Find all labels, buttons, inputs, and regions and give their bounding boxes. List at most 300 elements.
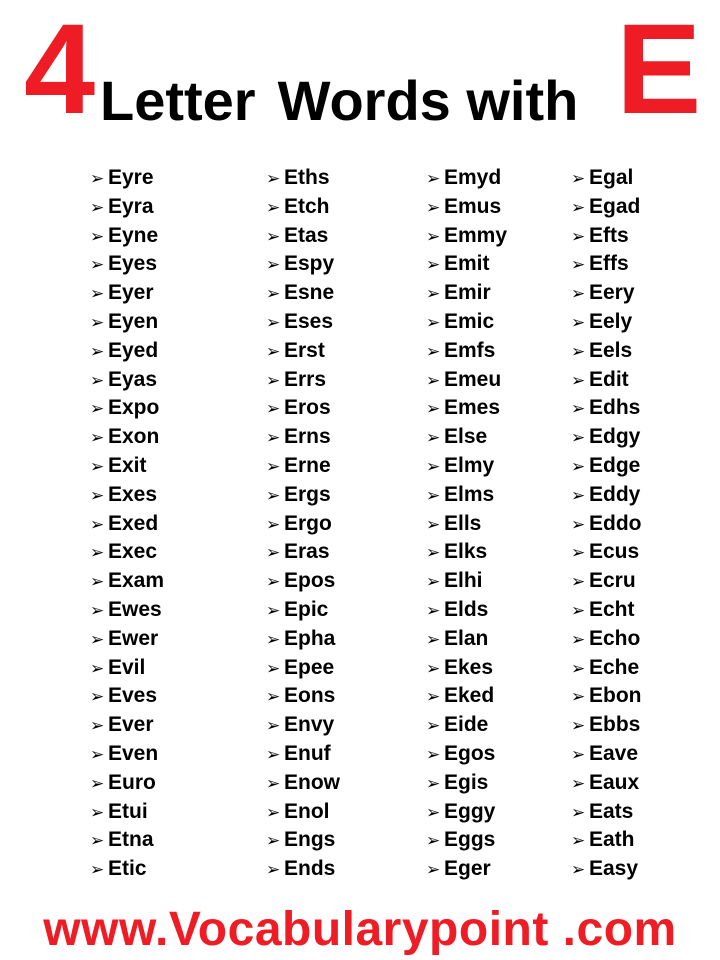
word-text: Even	[108, 741, 159, 765]
arrow-bullet-icon: ➢	[266, 687, 281, 708]
word-item	[571, 596, 642, 625]
word-text: Eyer	[108, 281, 154, 305]
word-item	[571, 510, 642, 539]
arrow-bullet-icon: ➢	[266, 341, 281, 362]
word-item	[266, 366, 340, 395]
word-item	[571, 279, 642, 308]
word-item	[266, 625, 340, 654]
word-item	[571, 682, 642, 711]
word-text: Emir	[444, 281, 491, 305]
arrow-bullet-icon: ➢	[426, 802, 441, 823]
word-item	[90, 711, 164, 740]
word-item	[426, 452, 507, 481]
title-text-part2: Words with	[277, 69, 579, 132]
word-item	[90, 769, 164, 798]
arrow-bullet-icon: ➢	[90, 341, 105, 362]
arrow-bullet-icon: ➢	[266, 197, 281, 218]
word-text: Ells	[444, 511, 482, 535]
word-item	[90, 337, 164, 366]
word-item	[571, 855, 642, 884]
arrow-bullet-icon: ➢	[426, 197, 441, 218]
word-item	[90, 682, 164, 711]
arrow-bullet-icon: ➢	[426, 773, 441, 794]
word-item	[571, 740, 642, 769]
arrow-bullet-icon: ➢	[266, 773, 281, 794]
word-item	[571, 452, 642, 481]
word-text: Eras	[284, 540, 330, 564]
arrow-bullet-icon: ➢	[266, 831, 281, 852]
word-item	[426, 711, 507, 740]
word-item	[90, 164, 164, 193]
word-text: Emyd	[444, 166, 502, 189]
word-text: Else	[444, 425, 488, 449]
word-text: Eses	[284, 309, 334, 333]
arrow-bullet-icon: ➢	[266, 572, 281, 593]
word-text: Emes	[444, 396, 501, 420]
arrow-bullet-icon: ➢	[266, 226, 281, 247]
word-text: Enol	[284, 799, 330, 823]
arrow-bullet-icon: ➢	[90, 687, 105, 708]
word-item	[426, 308, 507, 337]
arrow-bullet-icon: ➢	[266, 312, 281, 333]
arrow-bullet-icon: ➢	[266, 514, 281, 535]
arrow-bullet-icon: ➢	[426, 658, 441, 679]
arrow-bullet-icon: ➢	[426, 687, 441, 708]
word-text: Emit	[444, 252, 490, 276]
arrow-bullet-icon: ➢	[266, 284, 281, 305]
arrow-bullet-icon: ➢	[426, 572, 441, 593]
word-text: Eyre	[108, 166, 154, 189]
word-text: Epee	[284, 655, 335, 679]
word-column-4	[571, 164, 642, 884]
word-text: Eely	[589, 309, 633, 333]
arrow-bullet-icon: ➢	[571, 773, 586, 794]
word-item	[90, 452, 164, 481]
word-text: Epha	[284, 626, 336, 650]
word-text: Emfs	[444, 338, 496, 362]
word-item	[571, 423, 642, 452]
arrow-bullet-icon: ➢	[426, 543, 441, 564]
word-text: Eyen	[108, 309, 159, 333]
word-item	[90, 481, 164, 510]
word-text: Exed	[108, 511, 159, 535]
word-text: Efts	[589, 223, 629, 247]
title-text	[100, 70, 578, 132]
arrow-bullet-icon: ➢	[90, 658, 105, 679]
arrow-bullet-icon: ➢	[90, 284, 105, 305]
arrow-bullet-icon: ➢	[571, 169, 586, 189]
word-text: Etna	[108, 828, 154, 852]
word-text: Erne	[284, 453, 331, 477]
word-item	[90, 250, 164, 279]
word-text: Echt	[589, 597, 635, 621]
arrow-bullet-icon: ➢	[90, 600, 105, 621]
word-text: Ewes	[108, 597, 162, 621]
word-item	[266, 394, 340, 423]
word-item	[571, 567, 642, 596]
arrow-bullet-icon: ➢	[426, 716, 441, 737]
word-text: Elks	[444, 540, 488, 564]
word-item	[571, 798, 642, 827]
word-item	[266, 193, 340, 222]
arrow-bullet-icon: ➢	[266, 860, 281, 881]
word-text: Envy	[284, 713, 335, 737]
arrow-bullet-icon: ➢	[266, 543, 281, 564]
arrow-bullet-icon: ➢	[266, 428, 281, 449]
word-text: Espy	[284, 252, 335, 276]
word-text: Engs	[284, 828, 336, 852]
word-text: Effs	[589, 252, 629, 276]
word-text: Erns	[284, 425, 331, 449]
word-item	[426, 855, 507, 884]
word-item	[571, 481, 642, 510]
word-text: Emmy	[444, 223, 508, 247]
arrow-bullet-icon: ➢	[90, 773, 105, 794]
word-text: Ends	[284, 857, 336, 881]
word-text: Eath	[589, 828, 635, 852]
word-text: Eave	[589, 741, 639, 765]
arrow-bullet-icon: ➢	[571, 514, 586, 535]
word-text: Etui	[108, 799, 148, 823]
arrow-bullet-icon: ➢	[426, 485, 441, 506]
word-text: Elan	[444, 626, 489, 650]
arrow-bullet-icon: ➢	[90, 543, 105, 564]
word-item	[90, 538, 164, 567]
word-text: Erst	[284, 338, 325, 362]
arrow-bullet-icon: ➢	[90, 312, 105, 333]
word-item	[571, 250, 642, 279]
arrow-bullet-icon: ➢	[90, 399, 105, 420]
word-item	[571, 654, 642, 683]
word-item	[426, 798, 507, 827]
word-text: Exec	[108, 540, 158, 564]
word-item	[266, 769, 340, 798]
word-item	[266, 682, 340, 711]
word-text: Eddy	[589, 482, 641, 506]
word-item	[266, 510, 340, 539]
arrow-bullet-icon: ➢	[571, 860, 586, 881]
word-text: Eaux	[589, 770, 640, 794]
word-item	[266, 567, 340, 596]
arrow-bullet-icon: ➢	[426, 744, 441, 765]
word-item	[266, 279, 340, 308]
word-text: Eats	[589, 799, 634, 823]
word-columns	[0, 164, 720, 894]
word-item	[266, 538, 340, 567]
word-text: Etas	[284, 223, 329, 247]
word-item	[266, 222, 340, 251]
title-letter: E	[616, 0, 702, 141]
word-text: Etch	[284, 194, 330, 218]
word-item	[90, 826, 164, 855]
word-item	[426, 654, 507, 683]
arrow-bullet-icon: ➢	[571, 399, 586, 420]
arrow-bullet-icon: ➢	[266, 456, 281, 477]
word-text: Exes	[108, 482, 158, 506]
arrow-bullet-icon: ➢	[90, 831, 105, 852]
arrow-bullet-icon: ➢	[426, 284, 441, 305]
word-item	[426, 279, 507, 308]
word-item	[571, 394, 642, 423]
arrow-bullet-icon: ➢	[90, 802, 105, 823]
arrow-bullet-icon: ➢	[571, 370, 586, 391]
arrow-bullet-icon: ➢	[90, 428, 105, 449]
arrow-bullet-icon: ➢	[90, 514, 105, 535]
word-item	[266, 308, 340, 337]
arrow-bullet-icon: ➢	[426, 456, 441, 477]
word-item	[90, 567, 164, 596]
word-text: Exit	[108, 453, 147, 477]
arrow-bullet-icon: ➢	[571, 284, 586, 305]
arrow-bullet-icon: ➢	[571, 831, 586, 852]
arrow-bullet-icon: ➢	[426, 312, 441, 333]
arrow-bullet-icon: ➢	[426, 860, 441, 881]
word-column-3	[426, 164, 507, 884]
arrow-bullet-icon: ➢	[571, 197, 586, 218]
word-item	[266, 798, 340, 827]
arrow-bullet-icon: ➢	[571, 802, 586, 823]
arrow-bullet-icon: ➢	[266, 716, 281, 737]
arrow-bullet-icon: ➢	[90, 629, 105, 650]
arrow-bullet-icon: ➢	[571, 226, 586, 247]
word-text: Elds	[444, 597, 489, 621]
arrow-bullet-icon: ➢	[266, 744, 281, 765]
word-text: Eked	[444, 684, 495, 708]
word-item	[426, 481, 507, 510]
arrow-bullet-icon: ➢	[90, 169, 105, 189]
arrow-bullet-icon: ➢	[266, 658, 281, 679]
word-text: Eyra	[108, 194, 154, 218]
word-text: Egad	[589, 194, 641, 218]
word-text: Echo	[589, 626, 641, 650]
word-text: Edge	[589, 453, 641, 477]
word-item	[571, 308, 642, 337]
word-text: Ergo	[284, 511, 332, 535]
word-text: Easy	[589, 857, 639, 881]
word-text: Emus	[444, 194, 502, 218]
word-item	[90, 625, 164, 654]
arrow-bullet-icon: ➢	[571, 428, 586, 449]
word-text: Edgy	[589, 425, 641, 449]
word-item	[90, 423, 164, 452]
word-item	[571, 164, 642, 193]
word-column-2	[266, 164, 340, 884]
word-item	[426, 164, 507, 193]
arrow-bullet-icon: ➢	[426, 629, 441, 650]
arrow-bullet-icon: ➢	[571, 629, 586, 650]
word-text: Eros	[284, 396, 331, 420]
word-item	[426, 337, 507, 366]
word-item	[90, 279, 164, 308]
word-item	[571, 222, 642, 251]
word-text: Eyed	[108, 338, 159, 362]
arrow-bullet-icon: ➢	[571, 255, 586, 276]
word-text: Ever	[108, 713, 154, 737]
word-text: Esne	[284, 281, 335, 305]
word-text: Edit	[589, 367, 629, 391]
word-item	[90, 855, 164, 884]
arrow-bullet-icon: ➢	[266, 169, 281, 189]
word-item	[90, 222, 164, 251]
arrow-bullet-icon: ➢	[426, 226, 441, 247]
arrow-bullet-icon: ➢	[90, 255, 105, 276]
word-item	[426, 423, 507, 452]
word-text: Evil	[108, 655, 146, 679]
arrow-bullet-icon: ➢	[426, 600, 441, 621]
word-item	[426, 596, 507, 625]
arrow-bullet-icon: ➢	[571, 456, 586, 477]
word-item	[571, 193, 642, 222]
arrow-bullet-icon: ➢	[266, 629, 281, 650]
word-item	[571, 769, 642, 798]
arrow-bullet-icon: ➢	[266, 399, 281, 420]
arrow-bullet-icon: ➢	[266, 485, 281, 506]
word-text: Ebbs	[589, 713, 641, 737]
word-text: Elmy	[444, 453, 495, 477]
word-text: Egis	[444, 770, 489, 794]
word-text: Expo	[108, 396, 160, 420]
word-item	[426, 826, 507, 855]
word-item	[266, 711, 340, 740]
word-text: Ekes	[444, 655, 494, 679]
arrow-bullet-icon: ➢	[426, 341, 441, 362]
word-item	[426, 250, 507, 279]
arrow-bullet-icon: ➢	[266, 370, 281, 391]
arrow-bullet-icon: ➢	[571, 485, 586, 506]
word-item	[426, 538, 507, 567]
arrow-bullet-icon: ➢	[90, 197, 105, 218]
word-text: Edhs	[589, 396, 641, 420]
word-text: Emic	[444, 309, 495, 333]
word-text: Emeu	[444, 367, 502, 391]
word-text: Eggs	[444, 828, 496, 852]
arrow-bullet-icon: ➢	[266, 255, 281, 276]
word-item	[90, 740, 164, 769]
word-item	[266, 164, 340, 193]
word-item	[426, 222, 507, 251]
title-number: 4	[24, 0, 94, 141]
word-item	[571, 625, 642, 654]
word-item	[426, 510, 507, 539]
word-text: Ecus	[589, 540, 640, 564]
arrow-bullet-icon: ➢	[571, 572, 586, 593]
word-text: Ergs	[284, 482, 331, 506]
arrow-bullet-icon: ➢	[571, 744, 586, 765]
word-text: Eyne	[108, 223, 159, 247]
arrow-bullet-icon: ➢	[426, 169, 441, 189]
word-item	[90, 193, 164, 222]
word-item	[266, 855, 340, 884]
word-text: Eggy	[444, 799, 496, 823]
word-item	[426, 567, 507, 596]
word-text: Etic	[108, 857, 147, 881]
word-column-1	[90, 164, 164, 884]
word-text: Epos	[284, 569, 336, 593]
word-item	[571, 538, 642, 567]
word-item	[90, 798, 164, 827]
word-text: Egos	[444, 741, 496, 765]
arrow-bullet-icon: ➢	[571, 341, 586, 362]
word-text: Epic	[284, 597, 329, 621]
word-item	[266, 740, 340, 769]
word-item	[426, 682, 507, 711]
arrow-bullet-icon: ➢	[90, 716, 105, 737]
word-text: Ebon	[589, 684, 642, 708]
arrow-bullet-icon: ➢	[571, 312, 586, 333]
word-item	[426, 740, 507, 769]
word-item	[266, 826, 340, 855]
word-text: Eddo	[589, 511, 642, 535]
word-item	[266, 250, 340, 279]
title-text-part1: Letter	[100, 69, 256, 132]
word-item	[90, 510, 164, 539]
word-text: Ecru	[589, 569, 636, 593]
word-text: Exon	[108, 425, 160, 449]
word-text: Eery	[589, 281, 635, 305]
word-item	[266, 423, 340, 452]
arrow-bullet-icon: ➢	[571, 716, 586, 737]
word-item	[90, 596, 164, 625]
word-item	[266, 596, 340, 625]
word-item	[426, 193, 507, 222]
arrow-bullet-icon: ➢	[426, 514, 441, 535]
word-text: Elms	[444, 482, 495, 506]
arrow-bullet-icon: ➢	[90, 485, 105, 506]
arrow-bullet-icon: ➢	[571, 687, 586, 708]
word-item	[426, 625, 507, 654]
arrow-bullet-icon: ➢	[90, 456, 105, 477]
word-item	[266, 481, 340, 510]
word-text: Eels	[589, 338, 633, 362]
word-item	[90, 366, 164, 395]
arrow-bullet-icon: ➢	[571, 658, 586, 679]
arrow-bullet-icon: ➢	[571, 543, 586, 564]
arrow-bullet-icon: ➢	[426, 370, 441, 391]
word-text: Eche	[589, 655, 640, 679]
word-text: Enuf	[284, 741, 331, 765]
word-item	[571, 711, 642, 740]
arrow-bullet-icon: ➢	[90, 860, 105, 881]
word-text: Eves	[108, 684, 158, 708]
word-text: Eide	[444, 713, 489, 737]
word-text: Elhi	[444, 569, 483, 593]
word-text: Eths	[284, 166, 330, 189]
word-item	[571, 826, 642, 855]
word-item	[571, 366, 642, 395]
word-text: Eyas	[108, 367, 158, 391]
word-item	[266, 452, 340, 481]
word-text: Eger	[444, 857, 491, 881]
word-item	[426, 394, 507, 423]
word-text: Egal	[589, 166, 634, 189]
website-url: www.Vocabularypoint .com	[43, 903, 677, 956]
arrow-bullet-icon: ➢	[426, 255, 441, 276]
word-text: Enow	[284, 770, 340, 794]
arrow-bullet-icon: ➢	[266, 802, 281, 823]
word-text: Ewer	[108, 626, 159, 650]
word-text: Errs	[284, 367, 327, 391]
word-text: Eyes	[108, 252, 158, 276]
word-text: Euro	[108, 770, 156, 794]
word-item	[266, 654, 340, 683]
arrow-bullet-icon: ➢	[266, 600, 281, 621]
arrow-bullet-icon: ➢	[571, 600, 586, 621]
word-item	[90, 394, 164, 423]
arrow-bullet-icon: ➢	[90, 370, 105, 391]
arrow-bullet-icon: ➢	[90, 572, 105, 593]
page-title	[0, 0, 720, 150]
word-item	[426, 366, 507, 395]
